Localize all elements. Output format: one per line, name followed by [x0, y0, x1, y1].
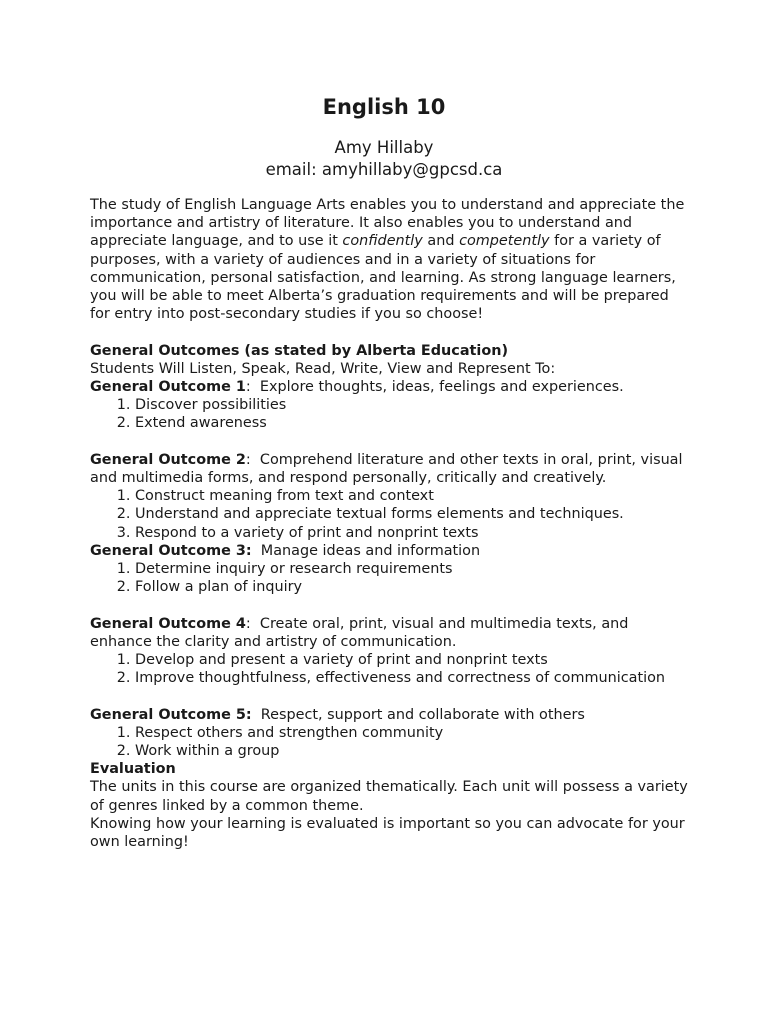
outcome-2: General Outcome 2: Comprehend literature and other texts in oral, print, visual and multimedia forms, and respond personally, critically and creatively.	[90, 451, 688, 487]
list-item: 1. Discover possibilities	[135, 396, 690, 414]
page-title: English 10	[322, 95, 446, 119]
outcomes-heading: General Outcomes (as stated by Alberta Education)	[90, 342, 509, 359]
list-item: 2. Improve thoughtfulness, effectiveness and correctness of communication	[135, 669, 690, 687]
outcome-1: General Outcome 1: Explore thoughts, ideas, feelings and experiences.	[90, 379, 624, 396]
list-item: 3. Respond to a variety of print and nonprint texts	[135, 524, 690, 542]
intro-paragraph	[90, 196, 690, 323]
list-item: 1. Respect others and strengthen community	[135, 724, 690, 742]
outcome-2-list	[90, 487, 690, 542]
intro-text-3: for a variety of purposes, with a variety of audiences and in a variety of situations for communication, personal satisfaction, and learning. As strong language learners, you will be able to meet Alberta’s graduation requirements and will be prepared for entry into post-secondary studies if you so choose!	[90, 233, 676, 323]
evaluation-heading: Evaluation	[90, 761, 176, 778]
list-item: 1. Determine inquiry or research requirements	[135, 560, 690, 578]
intro-emphasis-1: confidently	[342, 233, 423, 250]
list-item: 2. Follow a plan of inquiry	[135, 578, 690, 596]
list-item: 2. Work within a group	[135, 742, 690, 760]
list-item: 1. Develop and present a variety of print and nonprint texts	[135, 651, 690, 669]
evaluation-paragraph-2: Knowing how your learning is evaluated is important so you can advocate for your own learning!	[90, 815, 685, 851]
list-item: 2. Understand and appreciate textual forms elements and techniques.	[135, 505, 690, 523]
outcome-5: General Outcome 5: Respect, support and collaborate with others	[90, 706, 585, 723]
author-email: email: amyhillaby@gpcsd.ca	[265, 160, 503, 179]
list-item: 2. Extend awareness	[135, 414, 690, 432]
outcome-5-list	[90, 724, 690, 760]
outcomes-lead: Students Will Listen, Speak, Read, Write, View and Represent To:	[90, 360, 556, 377]
outcome-3: General Outcome 3: Manage ideas and information	[90, 542, 481, 559]
list-item: 1. Construct meaning from text and context	[135, 487, 690, 505]
author-block	[0, 137, 768, 181]
outcome-1-list	[90, 396, 690, 432]
outcome-4-list	[90, 651, 690, 687]
outcome-4: General Outcome 4: Create oral, print, visual and multimedia texts, and enhance the clarity and artistry of communication.	[90, 615, 633, 650]
evaluation-paragraph-1: The units in this course are organized thematically. Each unit will possess a variety of genres linked by a common theme.	[90, 779, 688, 814]
intro-text-1: The study of English Language Arts enables you to understand and appreciate the importance and artistry of literature. It also enables you to understand and appreciate language, and to use it	[90, 197, 685, 250]
outcome-3-list	[90, 560, 690, 596]
author-name: Amy Hillaby	[334, 138, 434, 157]
intro-emphasis-2: competently	[459, 233, 550, 250]
intro-text-2: and	[422, 233, 460, 250]
document-body	[90, 196, 690, 851]
